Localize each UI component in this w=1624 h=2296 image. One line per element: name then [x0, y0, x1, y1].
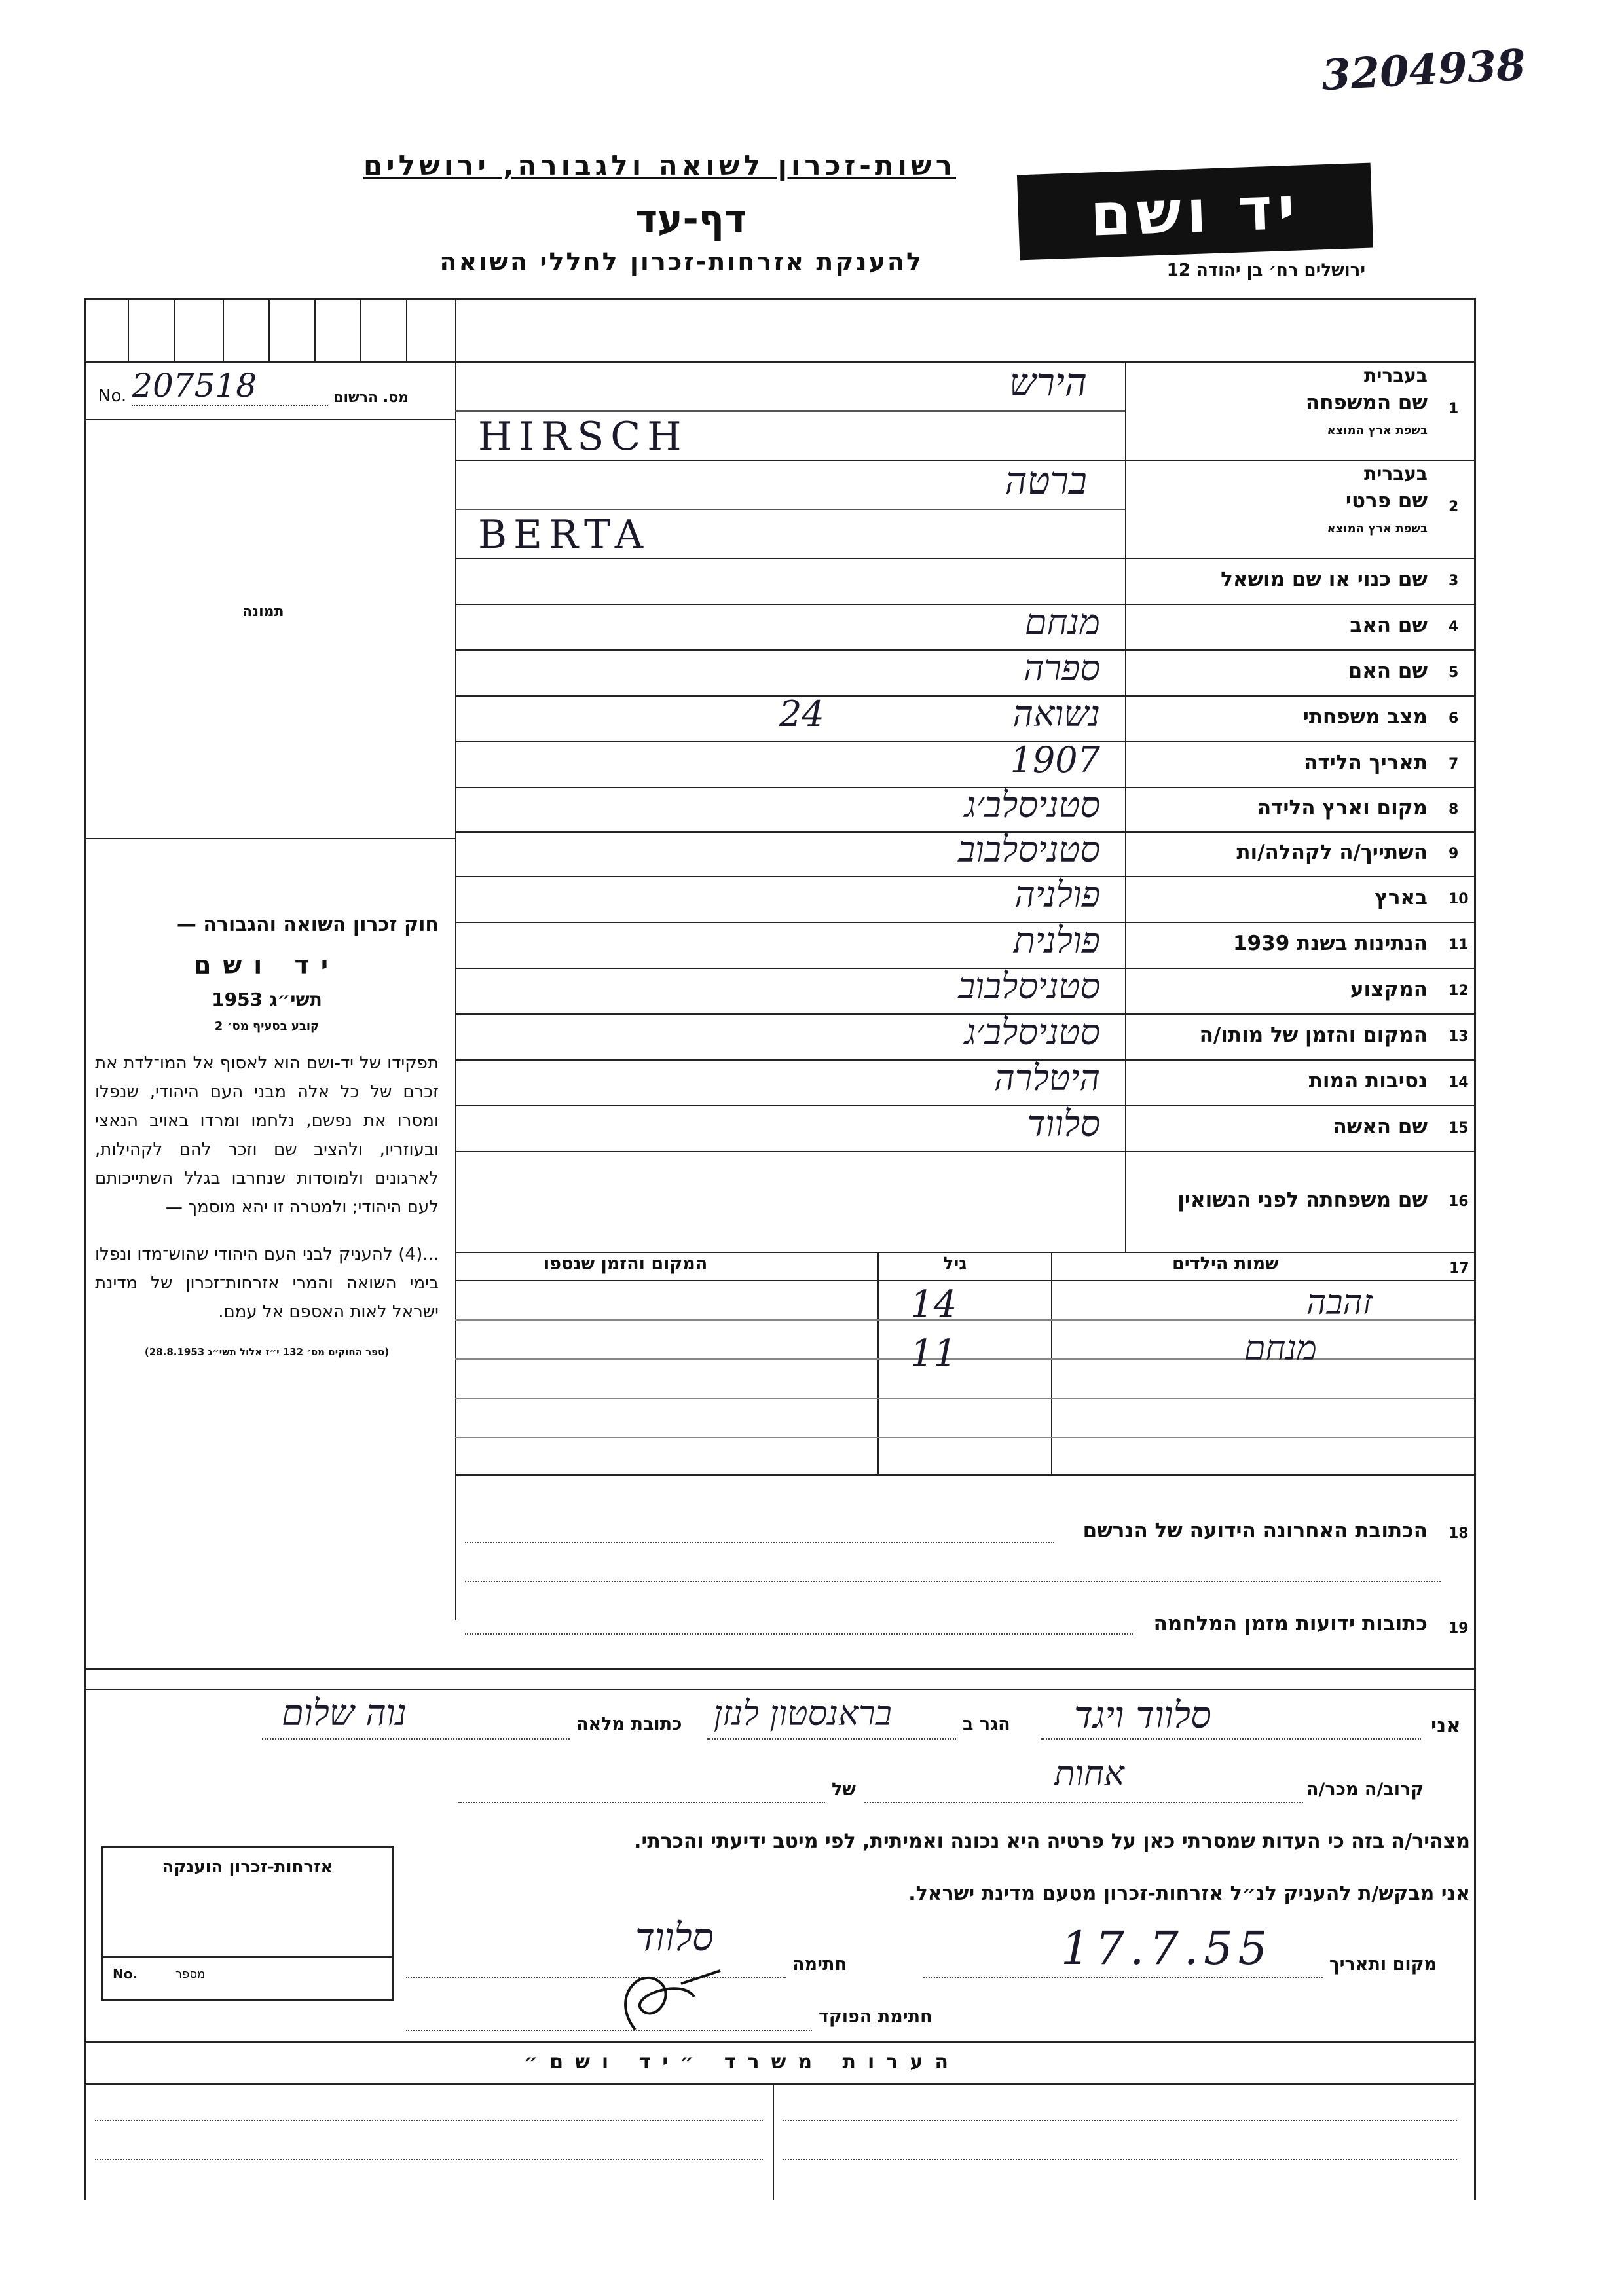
field-18-label: הכתובת האחרונה הידועה של הנרשם	[1082, 1519, 1428, 1542]
form-subtitle: להענקת אזרחות-זכרון לחללי השואה	[439, 247, 923, 276]
officer-signature-mark	[602, 1958, 733, 2049]
field-1-label: שם המשפחה	[1305, 391, 1428, 414]
child-1-name: זהבה	[1306, 1283, 1373, 1322]
award-title: אזרחות-זכרון הוענקה	[162, 1857, 333, 1877]
registration-value: 207518	[132, 367, 328, 406]
field-18-number: 18	[1449, 1525, 1469, 1542]
children-age-header: גיל	[943, 1254, 967, 1274]
field-14-number: 14	[1449, 1074, 1469, 1091]
field-11-value: פולנית	[1013, 920, 1100, 961]
field-row-divider	[455, 695, 1474, 697]
signature-value: סלווד	[635, 1915, 714, 1959]
law-clause: ...(4) להעניק לבני העם היהודי שהוש־מדו ונפלו בימי השואה והמרי אזרחות־זכרון של מדינת ישראל לאות האספם אל עמם.	[95, 1245, 439, 1322]
field-10-value: פולניה	[1014, 874, 1100, 915]
field-6-label: מצב משפחתי	[1302, 705, 1428, 729]
field-6-value: נשואה	[1012, 693, 1100, 735]
remarks-title: הערות משרד ״יד ושם״	[524, 2050, 960, 2073]
field-row-divider	[455, 741, 1474, 742]
field-5-label: שם האם	[1348, 659, 1428, 683]
law-body: תפקידו של יד-ושם הוא לאסוף אל המו־לדת את זכרם של כל אלה מבני העם היהודי, שנפלו ומסרו את נפשם, נלחמו ומרדו באויב הנאצי ובעוזריו, ולהציב שם וזכר להם לקהילות, לארגונים ולמוסדות שנחרבו בגלל השתייכותם לעם היהודי; ולמטרה זו יהא מוסמך —	[95, 1053, 439, 1217]
field-2-number: 2	[1449, 499, 1459, 515]
children-place-header: המקום והזמן שנספו	[544, 1254, 708, 1274]
field-6-number: 6	[1449, 710, 1459, 727]
field-3-number: 3	[1449, 573, 1459, 589]
field-15-number: 15	[1449, 1120, 1469, 1137]
field-10-number: 10	[1449, 891, 1469, 907]
law-citation: (ספר החוקים מס׳ 132 י״ז אלול תשי״ג 28.8.1953)	[144, 1346, 390, 1358]
field-2-native-label: בשפת ארץ המוצא	[1327, 522, 1428, 536]
field-12-label: המקצוע	[1350, 977, 1428, 1001]
field-8-value: סטניסלב׳ג	[964, 784, 1100, 826]
field-9-number: 9	[1449, 846, 1459, 862]
field-13-value: סטניסלב׳ג	[964, 1011, 1100, 1053]
declarant-address: נוה שלום	[282, 1692, 407, 1734]
field-1-native-label: בשפת ארץ המוצא	[1327, 424, 1428, 437]
field-5-value: ספרה	[1023, 647, 1100, 689]
field-15-label: שם האשה	[1333, 1115, 1428, 1139]
award-box	[101, 1846, 394, 2001]
field-1-number: 1	[1449, 401, 1459, 417]
logo-text: יד ושם	[1088, 173, 1302, 250]
field-15-value: סלווד	[1027, 1103, 1100, 1144]
field-16-label: שם משפחתה לפני הנשואין	[1177, 1188, 1428, 1212]
field-2-native-value: BERTA	[478, 512, 650, 558]
relation-value: אחות	[1054, 1755, 1124, 1794]
field-inner-divider	[455, 509, 1125, 510]
child-2-age: 11	[910, 1332, 957, 1375]
registration-label: מס. הרשום	[333, 390, 409, 406]
logo-address: ירושלים רח׳ בן יהודה 12	[1166, 261, 1365, 280]
law-section: קובע בסעיף מס׳ 2	[214, 1019, 320, 1033]
form-title: דף-עד	[635, 196, 747, 241]
field-13-label: המקום והזמן של מותו/ה	[1199, 1023, 1428, 1047]
archive-number: 3204938	[1320, 40, 1527, 101]
registration-no-label: No.	[98, 386, 127, 406]
authority-name: רשות-זכרון לשואה ולגבורה, ירושלים	[363, 149, 956, 181]
field-9-value: סטניסלבוב	[958, 829, 1100, 870]
field-row-divider	[455, 649, 1474, 651]
place-date-value: 17.7.55	[1061, 1922, 1273, 1975]
field-9-label: השתייך/ה לקהלה/ות	[1236, 841, 1428, 864]
field-8-number: 8	[1449, 801, 1459, 818]
of-label: של	[832, 1779, 856, 1800]
field-row-divider	[455, 460, 1474, 461]
children-names-header: שמות הילדים	[1172, 1254, 1279, 1274]
field-row-divider	[455, 1059, 1474, 1061]
child-2-name: מנחם	[1244, 1329, 1317, 1368]
field-14-value: היטלרה	[994, 1057, 1100, 1099]
law-title: חוק זכרון השואה והגבורה —	[176, 913, 439, 936]
field-1-value: הירש	[1009, 360, 1087, 405]
field-3-label: שם כנוי או שם מושאל	[1221, 568, 1428, 591]
award-no-label: No.	[113, 1966, 138, 1982]
field-7-value: 1907	[1010, 739, 1100, 780]
field-8-label: מקום וארץ הלידה	[1257, 796, 1428, 820]
award-number-label: מספר	[175, 1967, 206, 1981]
field-14-label: נסיבות המות	[1308, 1069, 1428, 1093]
statement-truth: מצהיר/ה בזה כי העדות שמסרתי כאן על פרטיה היא נכונה ואמיתית, לפי מיטב ידיעתי והכרתי.	[634, 1830, 1470, 1853]
field-7-number: 7	[1449, 756, 1459, 773]
field-row-divider	[455, 876, 1474, 877]
field-4-number: 4	[1449, 619, 1459, 635]
field-10-label: בארץ	[1375, 886, 1428, 909]
field-11-label: הנתינות בשנת 1939	[1232, 932, 1428, 955]
law-box	[95, 913, 439, 1358]
declarant-name: סלווד ויגד	[1074, 1694, 1211, 1737]
photo-label: תמונה	[242, 604, 284, 620]
field-19-number: 19	[1449, 1620, 1469, 1637]
declarant-city: בראנסטון לנזן	[714, 1694, 892, 1734]
field-row-divider	[455, 1151, 1474, 1152]
field-17-number: 17	[1449, 1260, 1469, 1277]
yad-vashem-logo	[1017, 163, 1373, 261]
resident-label: הגר ב	[963, 1714, 1010, 1734]
field-row-divider	[455, 922, 1474, 923]
field-13-number: 13	[1449, 1029, 1469, 1045]
field-2-hebrew-label: בעברית	[1363, 463, 1428, 484]
field-7-label: תאריך הלידה	[1304, 751, 1428, 774]
field-2-label: שם פרטי	[1345, 489, 1428, 513]
field-1-native-value: HIRSCH	[478, 414, 688, 460]
field-12-number: 12	[1449, 983, 1469, 999]
field-19-label: כתובות ידועות מזמן המלחמה	[1153, 1612, 1428, 1635]
place-date-label: מקום ותאריך	[1329, 1954, 1437, 1975]
relative-label: קרוב/ה מכר/ה	[1306, 1779, 1424, 1800]
field-4-value: מנחם	[1024, 602, 1100, 643]
law-year: תשי״ג 1953	[212, 989, 322, 1010]
field-1-hebrew-label: בעברית	[1363, 365, 1428, 386]
address-label: כתובת מלאה	[576, 1714, 682, 1734]
field-11-number: 11	[1449, 937, 1469, 953]
statement-request: אני מבקש/ת להעניק לנ״ל אזרחות-זכרון מטעם מדינת ישראל.	[908, 1882, 1470, 1905]
field-row-divider	[455, 558, 1474, 559]
declaration-ani: אני	[1431, 1714, 1461, 1738]
child-1-age: 14	[910, 1283, 957, 1326]
field-5-number: 5	[1449, 665, 1459, 681]
signature-label: חתימה	[792, 1954, 847, 1975]
law-name: יד ושם	[193, 951, 341, 979]
field-16-number: 16	[1449, 1194, 1469, 1210]
field-12-value: סטניסלבוב	[958, 966, 1100, 1007]
field-4-label: שם האב	[1350, 613, 1428, 637]
field-6-extra-value: 24	[779, 693, 824, 735]
field-inner-divider	[455, 410, 1125, 412]
field-row-divider	[455, 604, 1474, 605]
officer-signature-label: חתימת הפוקד	[819, 2007, 932, 2027]
registration-number	[98, 367, 452, 406]
field-2-value: ברטה	[1005, 458, 1087, 503]
field-row-divider	[455, 1105, 1474, 1106]
